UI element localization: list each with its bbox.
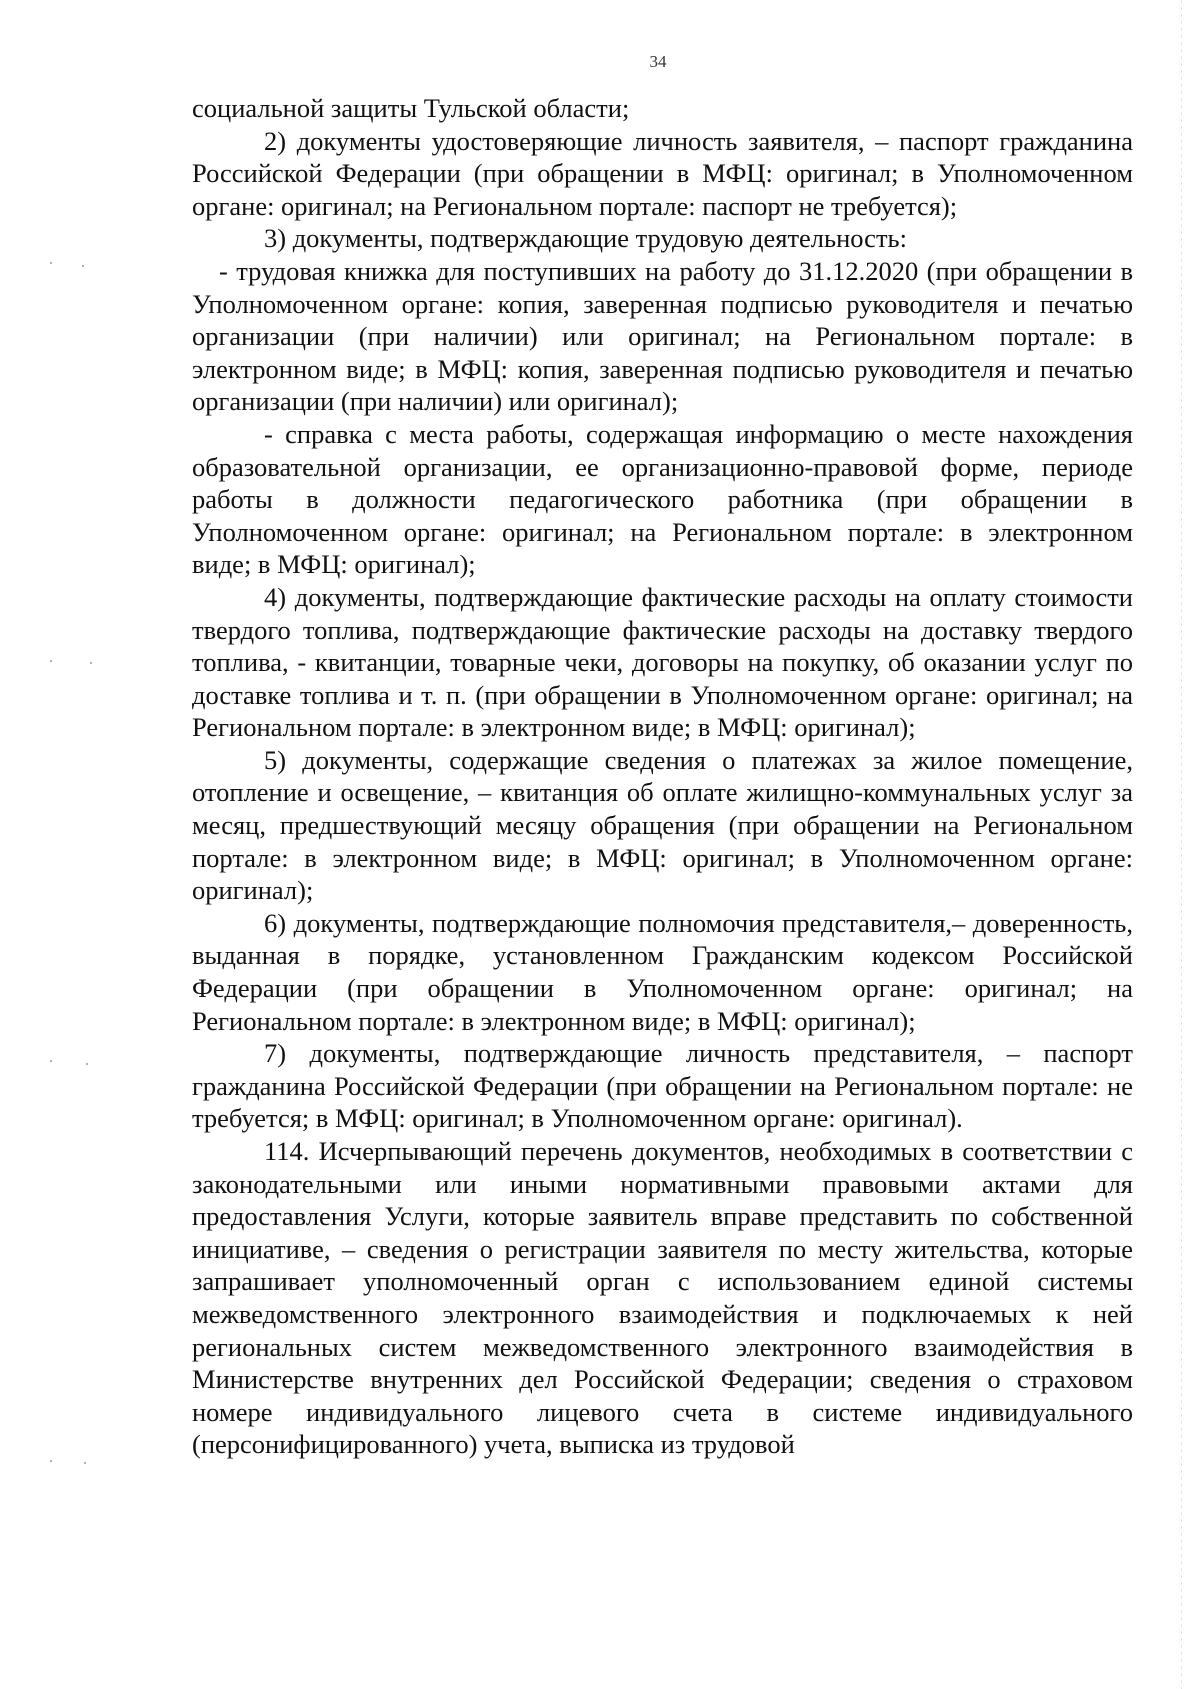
scan-margin-specks <box>50 1060 110 1068</box>
paragraph-clause-114: 114. Исчерпывающий перечень документов, необходимых в соответствии с законодательными или иными нормативными правовыми актами для предоставления Услуги, которые заявитель вправе представить по собственной инициативе, – сведения о регистрации заявителя по месту жительства, которые запрашивает уполномоченный орган с использованием единой системы межведомственного электронного взаимодействия и подключаемых к ней региональных систем межведомственного электронного взаимодействия в Министерстве внутренних дел Российской Федерации; сведения о страховом номере индивидуального лицевого счета в системе индивидуального (персонифицированного) учета, выписка из трудовой <box>192 1136 1133 1460</box>
paragraph-continuation: социальной защиты Тульской области; <box>192 93 630 123</box>
scan-edge-line <box>1181 0 1182 1689</box>
document-body <box>192 92 1133 1461</box>
paragraph-item-7-representative-identity: 7) документы, подтверждающие личность представителя, – паспорт гражданина Российской Федерации (при обращении на Региональном портале: не требуется; в МФЦ: оригинал; в Уполномоченном органе: оригинал). <box>192 1038 1133 1134</box>
paragraph-employment-certificate: - справка с места работы, содержащая информацию о месте нахождения образовательной организации, ее организационно-правовой форме, периоде работы в должности педагогического работника (при обращении в Уполномоченном органе: оригинал; на Региональном портале: в электронном виде; в МФЦ: оригинал); <box>192 418 1133 580</box>
paragraph-item-3-employment-documents: 3) документы, подтверждающие трудовую деятельность: <box>264 223 907 254</box>
scan-margin-specks <box>50 1460 110 1468</box>
paragraph-item-6-representative-authority: 6) документы, подтверждающие полномочия представителя,– доверенность, выданная в порядке, установленном Гражданским кодексом Российской Федерации (при обращении в Уполномоченном органе: оригинал; на Региональном портале: в электронном виде; в МФЦ: оригинал); <box>192 907 1133 1036</box>
scan-margin-specks <box>50 660 110 668</box>
paragraph-item-5-housing-payments: 5) документы, содержащие сведения о платежах за жилое помещение, отопление и освещение, – квитанция об оплате жилищно-коммунальных услуг за месяц, предшествующий месяцу обращения (при обращении на Региональном портале: в электронном виде; в МФЦ: оригинал; в Уполномоченном органе: оригинал); <box>192 744 1133 906</box>
paragraph-item-4-fuel-expenses: 4) документы, подтверждающие фактические расходы на оплату стоимости твердого топлива, подтверждающие фактические расходы на доставку твердого топлива, - квитанции, товарные чеки, договоры на покупку, об оказании услуг по доставке топлива и т. п. (при обращении в Уполномоченном органе: оригинал; на Региональном портале: в электронном виде; в МФЦ: оригинал); <box>192 581 1133 743</box>
page-number: 34 <box>649 52 667 71</box>
paragraph-item-2-identity-documents: 2) документы удостоверяющие личность заявителя, – паспорт гражданина Российской Федерации (при обращении в МФЦ: оригинал; в Уполномоченном органе: оригинал; на Региональном портале: паспорт не требуется); <box>192 125 1133 221</box>
scan-margin-specks <box>50 262 110 270</box>
paragraph-employment-record-book: - трудовая книжка для поступивших на работу до 31.12.2020 (при обращении в Уполномоченном органе: копия, заверенная подписью руководителя и печатью организации (при наличии) или оригинал; на Региональном портале: в электронном виде; в МФЦ: копия, заверенная подписью руководителя и печатью организации (при наличии) или оригинал); <box>192 255 1133 417</box>
